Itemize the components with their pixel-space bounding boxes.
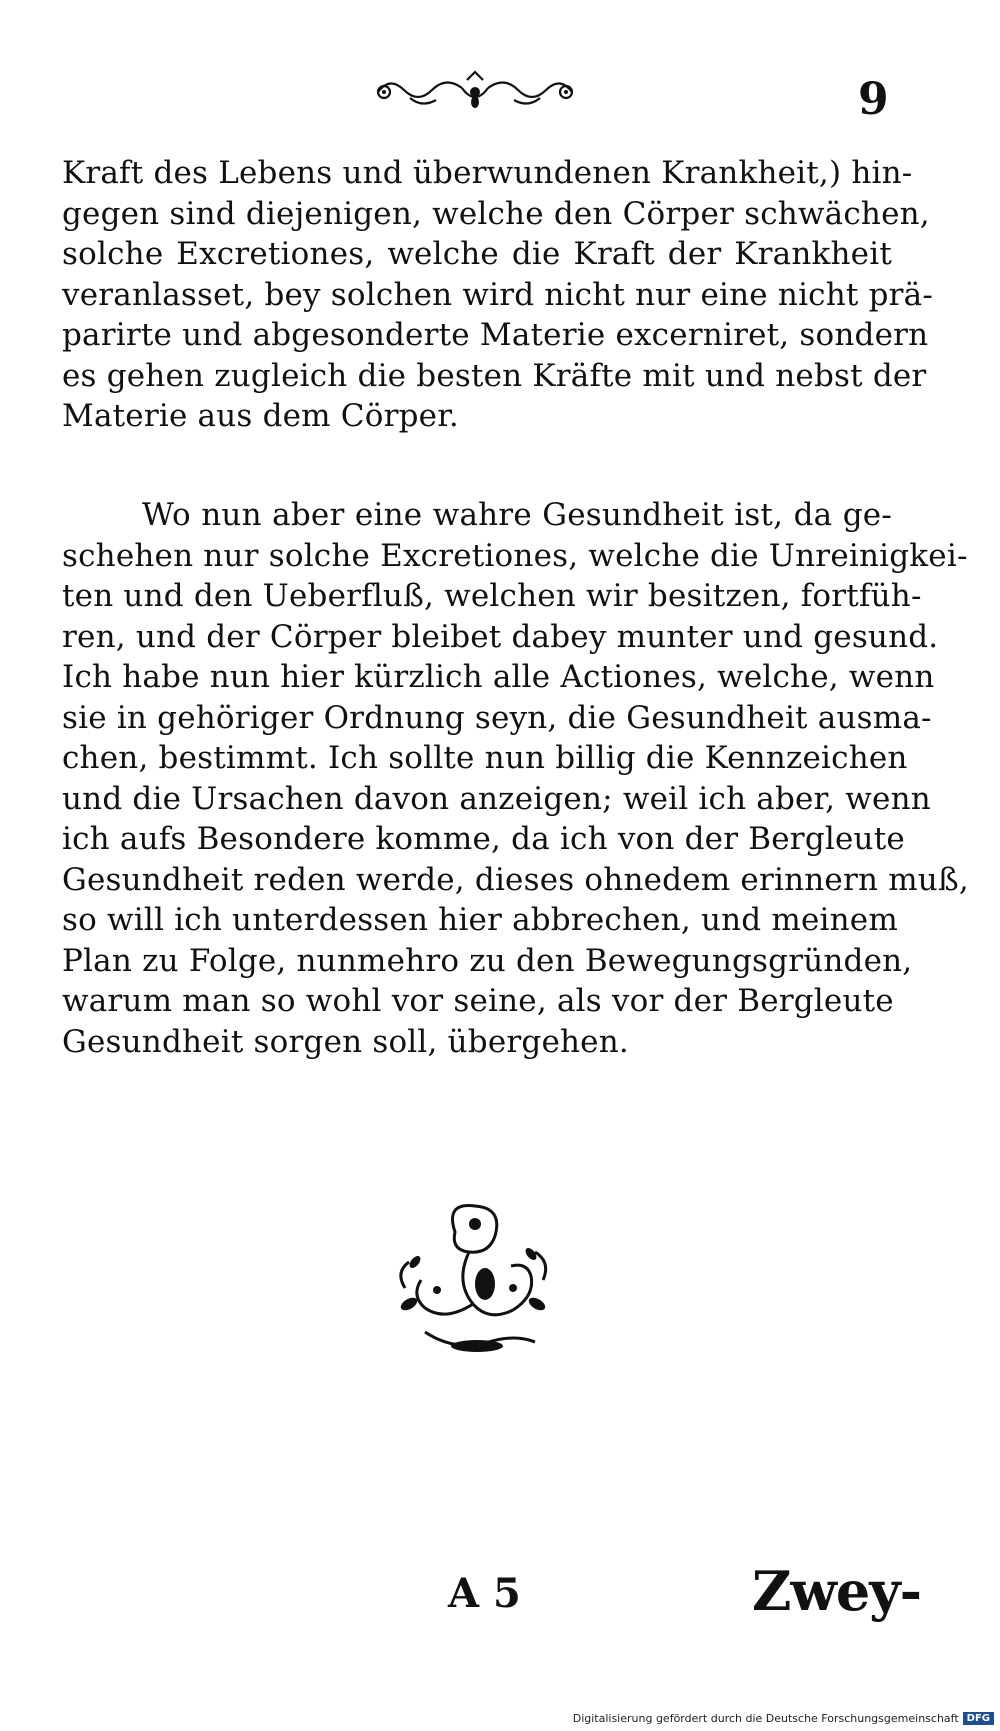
text-line: es gehen zugleich die besten Kräfte mit und nebst der [62, 357, 927, 394]
catchword: Zwey- [752, 1559, 922, 1623]
floral-headpiece-icon [370, 68, 580, 116]
text-line: Plan zu Folge, nunmehro zu den Bewegungsgründen, [62, 942, 913, 979]
page-number: 9 [858, 74, 889, 125]
text-line: gegen sind diejenigen, welche den Cörper schwächen, [62, 195, 930, 232]
text-line: solche Excretiones, welche die Kraft der Krankheit [62, 236, 892, 272]
text-line: warum man so wohl vor seine, als vor der Bergleute [62, 983, 894, 1019]
text-line: Materie aus dem Cörper. [62, 398, 459, 434]
text-line: Ich habe nun hier kürzlich alle Actiones, welche, wenn [62, 659, 935, 695]
text-line: und die Ursachen davon anzeigen; weil ich aber, wenn [62, 780, 931, 817]
text-line: ich aufs Besondere komme, da ich von der Bergleute [62, 821, 905, 857]
text-line: ten und den Ueberfluß, welchen wir besitzen, fortfüh- [62, 578, 922, 614]
digitization-footer [573, 1712, 994, 1725]
signature-mark: A 5 [448, 1570, 521, 1617]
footer-text: Digitalisierung gefördert durch die Deutsche Forschungsgemeinschaft [572, 1712, 959, 1725]
text-line: schehen nur solche Excretiones, welche die Unreinigkei- [62, 537, 968, 574]
paragraph-1 [62, 153, 934, 437]
text-line: Gesundheit sorgen soll, übergehen. [62, 1023, 629, 1060]
text-line: Kraft des Lebens und überwundenen Krankheit,) hin- [62, 155, 913, 191]
text-line: chen, bestimmt. Ich sollte nun billig die Kennzeichen [62, 740, 908, 776]
text-line: Gesundheit reden werde, dieses ohnedem erinnern muß, [62, 861, 969, 898]
text-line: so will ich unterdessen hier abbrechen, und meinem [62, 902, 898, 938]
text-line: veranlasset, bey solchen wird nicht nur eine nicht prä- [62, 276, 934, 313]
text-line: sie in gehöriger Ordnung seyn, die Gesundheit ausma- [62, 699, 932, 736]
paragraph-2 [62, 495, 969, 1062]
text-line: parirte und abgesonderte Materie excerniret, sondern [62, 317, 929, 353]
text-line: Wo nun aber eine wahre Gesundheit ist, da ge- [142, 497, 892, 533]
text-line: ren, und der Cörper bleibet dabey munter und gesund. [62, 618, 939, 655]
dfg-logo-icon: DFG [963, 1712, 994, 1725]
floral-vignette-icon [385, 1192, 560, 1367]
